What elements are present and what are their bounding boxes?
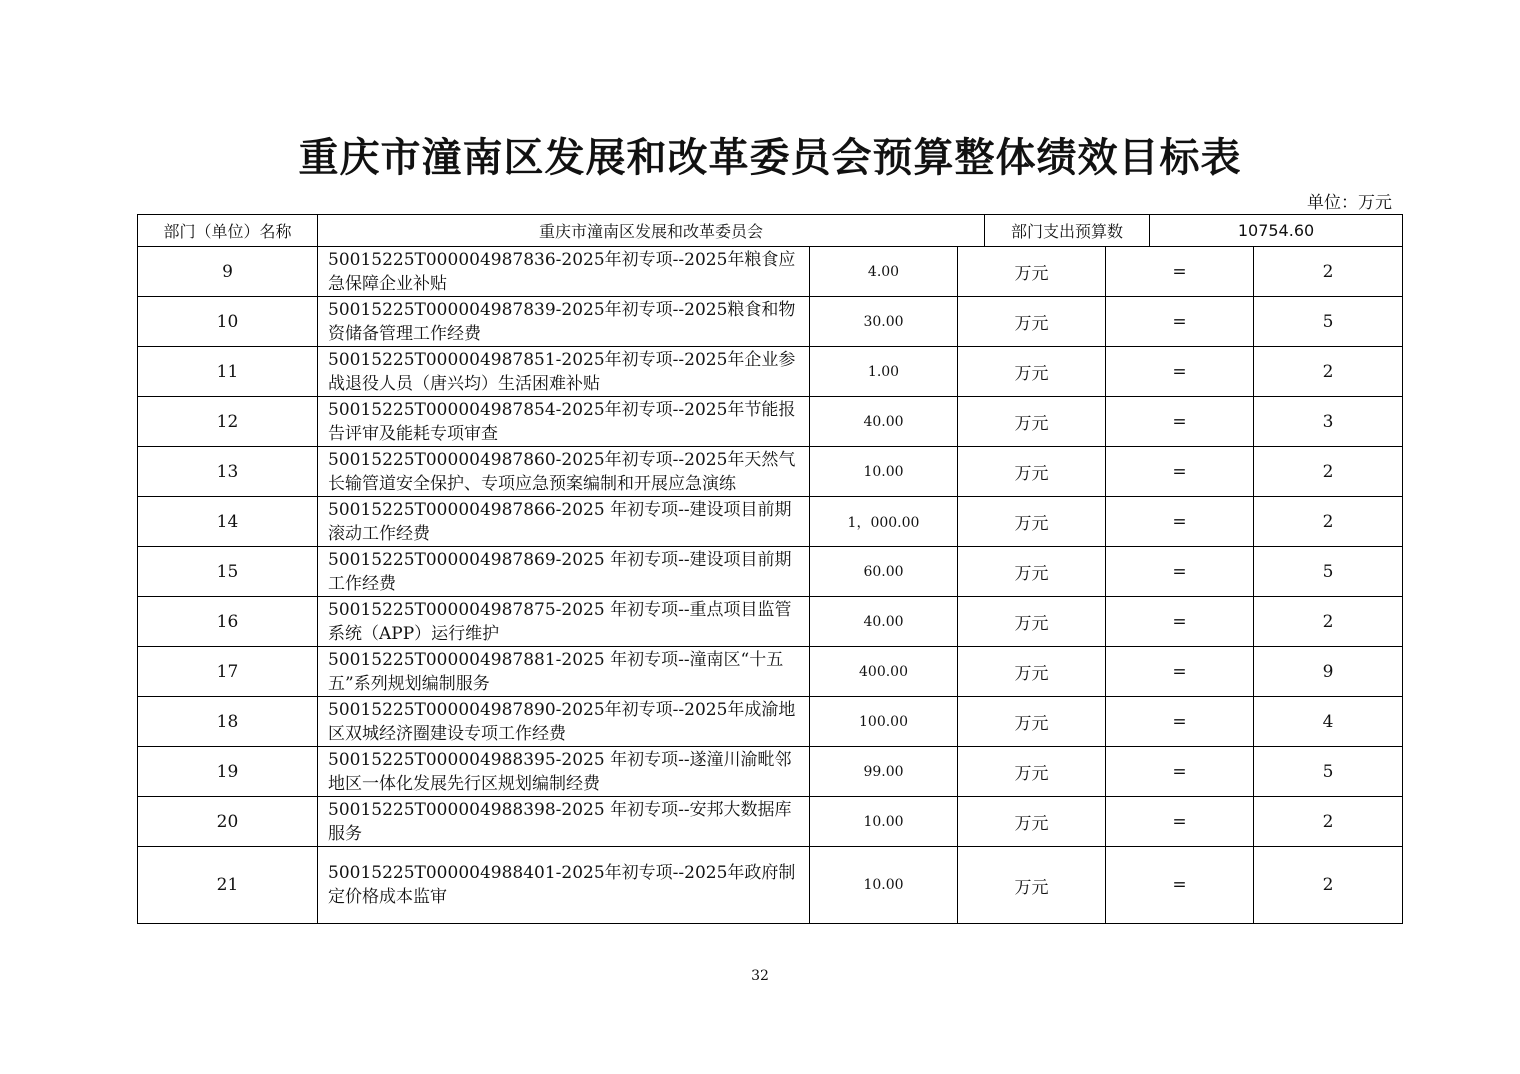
amount-cell: 4.00 [810, 247, 958, 297]
table-row [138, 647, 1403, 697]
weight-cell: 2 [1254, 247, 1403, 297]
weight-cell: 2 [1254, 347, 1403, 397]
unit-cell: 万元 [958, 797, 1106, 847]
weight-cell: 2 [1254, 447, 1403, 497]
project-name-cell: 50015225T000004987854-2025年初专项--2025年节能报告评审及能耗专项审查 [318, 397, 810, 447]
row-number-cell: 11 [138, 347, 318, 397]
operator-cell: = [1106, 647, 1254, 697]
operator-cell: = [1106, 247, 1254, 297]
project-name-cell: 50015225T000004987851-2025年初专项--2025年企业参战退役人员（唐兴均）生活困难补贴 [318, 347, 810, 397]
amount-cell: 40.00 [810, 597, 958, 647]
amount-cell: 1.00 [810, 347, 958, 397]
project-name-cell: 50015225T000004987860-2025年初专项--2025年天然气长输管道安全保护、专项应急预案编制和开展应急演练 [318, 447, 810, 497]
weight-cell: 5 [1254, 297, 1403, 347]
row-number-cell: 12 [138, 397, 318, 447]
dept-label-cell: 部门（单位）名称 [138, 215, 318, 247]
row-number-cell: 15 [138, 547, 318, 597]
amount-cell: 60.00 [810, 547, 958, 597]
row-number-cell: 19 [138, 747, 318, 797]
unit-cell: 万元 [958, 847, 1106, 924]
amount-cell: 30.00 [810, 297, 958, 347]
table-row [138, 397, 1403, 447]
amount-cell: 10.00 [810, 797, 958, 847]
weight-cell: 2 [1254, 497, 1403, 547]
weight-cell: 9 [1254, 647, 1403, 697]
weight-cell: 3 [1254, 397, 1403, 447]
amount-cell: 1，000.00 [810, 497, 958, 547]
row-number-cell: 21 [138, 847, 318, 924]
unit-cell: 万元 [958, 397, 1106, 447]
project-name-cell: 50015225T000004987836-2025年初专项--2025年粮食应急保障企业补贴 [318, 247, 810, 297]
unit-label: 单位：万元 [1307, 193, 1392, 213]
header-row [138, 215, 1403, 247]
operator-cell: = [1106, 847, 1254, 924]
table-body [138, 247, 1403, 924]
operator-cell: = [1106, 497, 1254, 547]
row-number-cell: 13 [138, 447, 318, 497]
operator-cell: = [1106, 747, 1254, 797]
row-number-cell: 14 [138, 497, 318, 547]
unit-cell: 万元 [958, 747, 1106, 797]
project-name-cell: 50015225T000004988395-2025 年初专项--遂潼川渝毗邻地区一体化发展先行区规划编制经费 [318, 747, 810, 797]
unit-cell: 万元 [958, 497, 1106, 547]
table-row [138, 347, 1403, 397]
page-title: 重庆市潼南区发展和改革委员会预算整体绩效目标表 [298, 134, 1242, 181]
row-number-cell: 17 [138, 647, 318, 697]
table-row [138, 597, 1403, 647]
budget-label-cell: 部门支出预算数 [985, 215, 1150, 247]
operator-cell: = [1106, 597, 1254, 647]
table-row [138, 497, 1403, 547]
operator-cell: = [1106, 397, 1254, 447]
budget-value-cell: 10754.60 [1150, 215, 1403, 247]
row-number-cell: 10 [138, 297, 318, 347]
weight-cell: 4 [1254, 697, 1403, 747]
amount-cell: 99.00 [810, 747, 958, 797]
operator-cell: = [1106, 447, 1254, 497]
operator-cell: = [1106, 297, 1254, 347]
weight-cell: 2 [1254, 597, 1403, 647]
operator-cell: = [1106, 547, 1254, 597]
project-name-cell: 50015225T000004987869-2025 年初专项--建设项目前期工作经费 [318, 547, 810, 597]
unit-cell: 万元 [958, 447, 1106, 497]
unit-cell: 万元 [958, 347, 1106, 397]
unit-cell: 万元 [958, 247, 1106, 297]
page-number: 32 [751, 968, 769, 984]
amount-cell: 100.00 [810, 697, 958, 747]
weight-cell: 5 [1254, 547, 1403, 597]
project-name-cell: 50015225T000004987890-2025年初专项--2025年成渝地区双城经济圈建设专项工作经费 [318, 697, 810, 747]
weight-cell: 5 [1254, 747, 1403, 797]
header-table [137, 214, 1403, 247]
weight-cell: 2 [1254, 847, 1403, 924]
table-row [138, 747, 1403, 797]
project-name-cell: 50015225T000004988398-2025 年初专项--安邦大数据库服务 [318, 797, 810, 847]
row-number-cell: 9 [138, 247, 318, 297]
table-row [138, 797, 1403, 847]
amount-cell: 40.00 [810, 397, 958, 447]
table-row [138, 447, 1403, 497]
operator-cell: = [1106, 797, 1254, 847]
table-row [138, 697, 1403, 747]
row-number-cell: 20 [138, 797, 318, 847]
unit-cell: 万元 [958, 647, 1106, 697]
performance-table [137, 246, 1403, 924]
weight-cell: 2 [1254, 797, 1403, 847]
table-row [138, 547, 1403, 597]
row-number-cell: 18 [138, 697, 318, 747]
operator-cell: = [1106, 697, 1254, 747]
project-name-cell: 50015225T000004987875-2025 年初专项--重点项目监管系统（APP）运行维护 [318, 597, 810, 647]
unit-cell: 万元 [958, 597, 1106, 647]
table-row [138, 297, 1403, 347]
operator-cell: = [1106, 347, 1254, 397]
unit-cell: 万元 [958, 697, 1106, 747]
amount-cell: 10.00 [810, 447, 958, 497]
project-name-cell: 50015225T000004987881-2025 年初专项--潼南区“十五五”系列规划编制服务 [318, 647, 810, 697]
project-name-cell: 50015225T000004988401-2025年初专项--2025年政府制定价格成本监审 [318, 847, 810, 924]
table-row [138, 247, 1403, 297]
amount-cell: 400.00 [810, 647, 958, 697]
dept-name-cell: 重庆市潼南区发展和改革委员会 [318, 215, 985, 247]
amount-cell: 10.00 [810, 847, 958, 924]
row-number-cell: 16 [138, 597, 318, 647]
project-name-cell: 50015225T000004987866-2025 年初专项--建设项目前期滚动工作经费 [318, 497, 810, 547]
project-name-cell: 50015225T000004987839-2025年初专项--2025粮食和物资储备管理工作经费 [318, 297, 810, 347]
table-row [138, 847, 1403, 924]
unit-cell: 万元 [958, 297, 1106, 347]
unit-cell: 万元 [958, 547, 1106, 597]
